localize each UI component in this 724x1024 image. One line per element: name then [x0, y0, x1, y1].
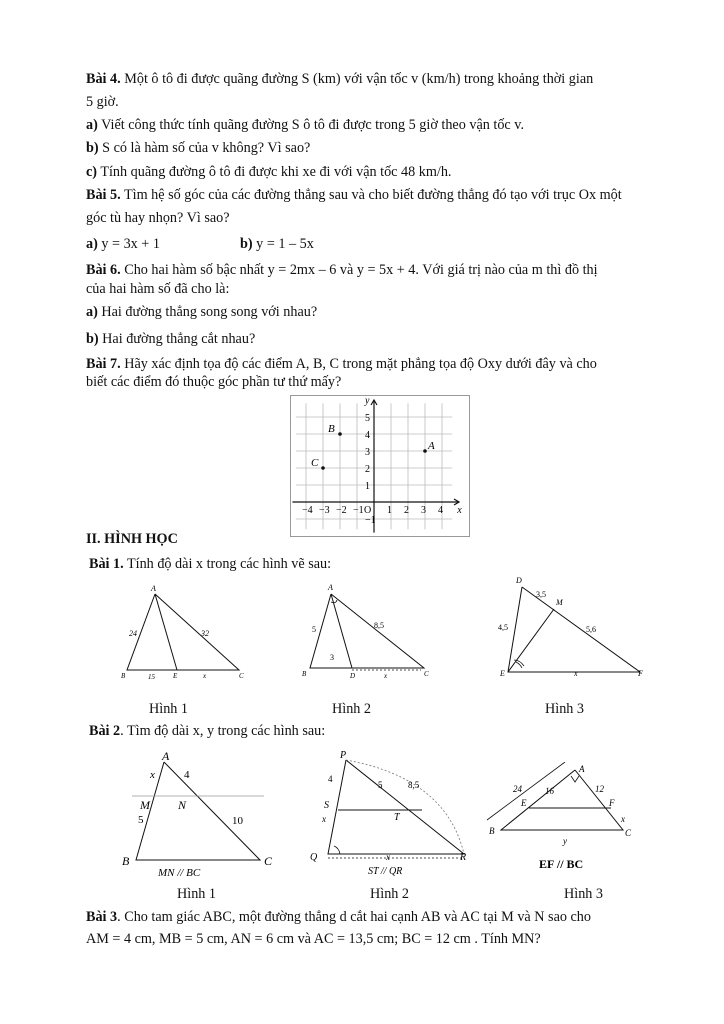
- bai3-line1: [86, 908, 591, 926]
- lbl: EF // BC: [539, 857, 584, 871]
- lbl: M: [556, 598, 563, 607]
- b7-line2: [86, 373, 341, 391]
- section-heading: [86, 530, 178, 548]
- lbl: 16: [545, 786, 554, 796]
- lbl: A: [151, 584, 156, 593]
- y-tick-label: 3: [365, 447, 370, 458]
- b5-a: [86, 235, 160, 253]
- x-tick-label: −2: [336, 505, 347, 516]
- lbl: x: [203, 672, 207, 680]
- x-tick-label: −3: [319, 505, 330, 516]
- lbl: F: [638, 669, 643, 678]
- lbl: ST // QR: [368, 866, 403, 877]
- b2-caption-2: Hình 2: [370, 886, 410, 902]
- label: a): [86, 304, 98, 320]
- x-tick-label: x: [457, 505, 462, 516]
- lbl: 15: [148, 673, 155, 681]
- b2-caption-1: Hình 1: [177, 886, 217, 902]
- text: Tính độ dài x trong các hình vẽ sau:: [123, 556, 332, 572]
- lbl: 12: [595, 784, 604, 794]
- lbl: B: [122, 854, 130, 868]
- lbl: 8,5: [374, 621, 384, 630]
- b7-line1: [86, 355, 597, 373]
- lbl: x: [150, 769, 155, 781]
- lbl: 24: [129, 629, 137, 638]
- lbl: 5: [378, 780, 383, 790]
- b6-line2: [86, 280, 229, 298]
- lbl: C: [264, 854, 273, 868]
- lbl: A: [328, 583, 333, 592]
- label: c): [86, 164, 98, 180]
- label: Bài 7.: [86, 356, 121, 372]
- lbl: 5: [138, 814, 144, 826]
- text: Hai đường thẳng song song với nhau?: [97, 304, 318, 320]
- label: b): [86, 140, 99, 156]
- b1-figure-3: [492, 572, 648, 684]
- point-C: [321, 466, 325, 470]
- coordinate-plane-figure: [290, 395, 470, 537]
- text: Hãy xác định tọa độ các điểm A, B, C trong mặt phẳng tọa độ Oxy dưới đây và cho: [120, 356, 597, 372]
- lbl: A: [162, 749, 170, 763]
- lbl: 10: [232, 815, 243, 827]
- lbl: N: [178, 798, 187, 812]
- b6-line1: [86, 261, 598, 279]
- point-B: [338, 432, 342, 436]
- label: Bài 3: [86, 909, 118, 925]
- lbl: E: [500, 669, 505, 678]
- label: b): [86, 331, 99, 347]
- lbl: S: [324, 800, 329, 811]
- b4-a: [86, 116, 524, 134]
- point-label-C: C: [311, 457, 319, 469]
- text: . Tìm độ dài x, y trong các hình sau:: [120, 723, 326, 739]
- text: Một ô tô đi được quãng đường S (km) với vận tốc v (km/h) trong khoảng thời gian: [120, 71, 594, 87]
- y-tick-label: 1: [365, 481, 370, 492]
- lbl: C: [625, 828, 632, 838]
- y-tick-label: 2: [365, 464, 370, 475]
- text: Tìm hệ số góc của các đường thẳng sau và cho biết đường thẳng đó tạo với trục Ox một: [120, 187, 622, 203]
- b2-figure-1: [118, 748, 278, 880]
- text: góc tù hay nhọn? Vì sao?: [86, 210, 230, 226]
- b5-b: [240, 235, 314, 253]
- lbl: B: [489, 826, 495, 836]
- label: Bài 1.: [89, 556, 124, 572]
- text: 5 giờ.: [86, 94, 119, 110]
- lbl: 3: [330, 653, 334, 662]
- b1-caption-3: Hình 3: [545, 701, 585, 717]
- bai3-line2: [86, 930, 541, 948]
- lbl: B: [302, 670, 307, 678]
- x-tick-label: −1: [353, 505, 364, 516]
- label: Bài 2: [89, 723, 121, 739]
- x-tick-label: 3: [421, 505, 426, 516]
- lbl: D: [350, 672, 356, 680]
- y-tick-label: −1: [365, 515, 376, 526]
- b1-figure-2: [296, 580, 436, 682]
- text: Viết công thức tính quãng đường S ô tô đi được trong 5 giờ theo vận tốc v.: [97, 117, 524, 133]
- label: a): [86, 117, 98, 133]
- text: . Cho tam giác ABC, một đường thẳng d cắt hai cạnh AB và AC tại M và N sao cho: [117, 909, 591, 925]
- b6-b: [86, 330, 255, 348]
- lbl: x: [574, 669, 578, 678]
- lbl: 8,5: [408, 780, 420, 790]
- lbl: MN // BC: [158, 867, 201, 879]
- x-tick-label: 4: [438, 505, 443, 516]
- lbl: E: [521, 798, 527, 808]
- b1-caption-1: Hình 1: [149, 701, 189, 717]
- label: Bài 5.: [86, 187, 121, 203]
- lbl: A: [579, 764, 585, 774]
- lbl: x: [386, 852, 390, 862]
- lbl: 3,5: [536, 590, 546, 599]
- y-tick-label: y: [365, 395, 370, 407]
- y-tick-label: 4: [365, 430, 370, 441]
- lbl: 24: [513, 784, 522, 794]
- text: AM = 4 cm, MB = 5 cm, AN = 6 cm và AC = 13,5 cm; BC = 12 cm . Tính MN?: [86, 931, 541, 947]
- lbl: R: [460, 852, 467, 863]
- lbl: 5: [312, 625, 316, 634]
- lbl: B: [121, 672, 126, 680]
- b2-caption-3: Hình 3: [564, 886, 604, 902]
- b1-caption-2: Hình 2: [332, 701, 372, 717]
- text: y = 3x + 1: [97, 236, 160, 252]
- lbl: D: [516, 576, 522, 585]
- lbl: E: [173, 672, 178, 680]
- text: y = 1 – 5x: [252, 236, 314, 252]
- b1-figure-1: [115, 582, 255, 682]
- point-A: [423, 449, 427, 453]
- bai1-heading: [89, 555, 331, 573]
- b5-line1: [86, 186, 622, 204]
- y-tick-label: 5: [365, 413, 370, 424]
- label: a): [86, 236, 98, 252]
- label: Bài 6.: [86, 262, 121, 278]
- lbl: x: [384, 672, 388, 680]
- lbl: y: [563, 836, 567, 846]
- text: biết các điểm đó thuộc góc phần tư thứ mấy?: [86, 374, 342, 390]
- x-tick-label: O: [364, 505, 372, 516]
- point-label-B: B: [328, 423, 335, 435]
- lbl: 5,6: [586, 625, 596, 634]
- label: Bài 4.: [86, 71, 121, 87]
- lbl: x: [322, 814, 326, 824]
- text: S có là hàm số của v không? Vì sao?: [98, 140, 311, 156]
- lbl: x: [621, 814, 625, 824]
- point-label-A: A: [428, 440, 435, 452]
- lbl: 4,5: [498, 623, 508, 632]
- text: của hai hàm số đã cho là:: [86, 281, 230, 297]
- lbl: C: [239, 672, 244, 680]
- x-tick-label: −4: [302, 505, 313, 516]
- text: Tính quãng đường ô tô đi được khi xe đi với vận tốc 48 km/h.: [97, 164, 452, 180]
- lbl: P: [340, 750, 347, 761]
- lbl: 4: [328, 774, 333, 784]
- lbl: Q: [310, 852, 318, 863]
- b4-b: [86, 139, 310, 157]
- b4-c: [86, 163, 451, 181]
- lbl: T: [394, 812, 400, 823]
- lbl: M: [140, 798, 150, 812]
- b5-line2: [86, 209, 230, 227]
- x-tick-label: 2: [404, 505, 409, 516]
- b4-line1: [86, 70, 593, 88]
- text: Cho hai hàm số bậc nhất y = 2mx – 6 và y = 5x + 4. Với giá trị nào của m thì đồ thị: [120, 262, 598, 278]
- b4-line2: [86, 93, 119, 111]
- label: b): [240, 236, 253, 252]
- label: II. HÌNH HỌC: [86, 531, 178, 547]
- bai2-heading: [89, 722, 325, 740]
- x-tick-label: 1: [387, 505, 392, 516]
- lbl: F: [609, 798, 615, 808]
- text: Hai đường thẳng cắt nhau?: [98, 331, 256, 347]
- lbl: C: [424, 670, 429, 678]
- lbl: 4: [184, 769, 190, 781]
- lbl: 32: [201, 629, 209, 638]
- b2-figure-3: [483, 762, 643, 874]
- b2-figure-2: [306, 748, 476, 878]
- b6-a: [86, 303, 317, 321]
